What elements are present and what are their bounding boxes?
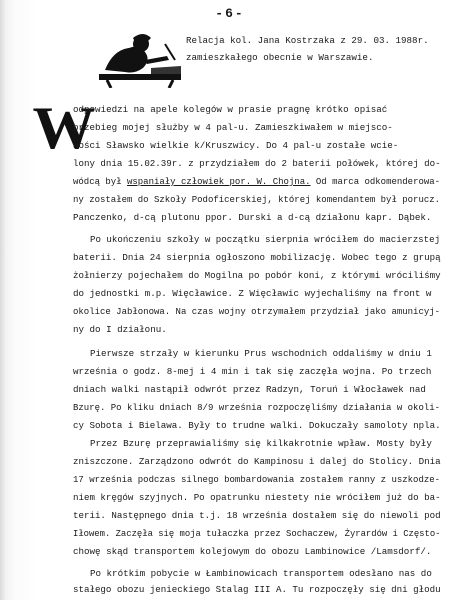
drop-cap: W (32, 95, 96, 161)
body-line: ny do I działonu. (73, 324, 167, 335)
body-line: Bzurę. Po kliku dniach 8/9 września rozpoczęliśmy działania w okoli- (73, 402, 441, 413)
body-line: do jednostki m.p. Więcławice. Z Więcławic wyjechaliśmy na front w (73, 288, 432, 299)
body-line: wości Sławsko wielkie k/Kruszwicy. Do 4 pal-u zostałe wcie- (73, 140, 399, 151)
body-line: cy Sobota i Bielawa. Były to trudne walki. Dokuczały samoloty npla. (73, 420, 441, 431)
body-line: żołnierzy pojechałem do Mogilna po pobór koni, z którymi wróciliśmy (73, 270, 441, 281)
body-line: Przez Bzurę przeprawialiśmy się kilkakrotnie wpław. Mosty były (90, 438, 432, 449)
body-line: odpowiedzi na apele kolegów w prasie pragnę krótko opisać (73, 104, 388, 115)
body-line: wódcą był wspaniały człowiek por. W. Chojna. Od marca odkomenderowa- (73, 176, 441, 187)
body-line: lony dnia 15.02.39r. z przydziałem do 2 baterii połówek, której do- (73, 158, 441, 169)
body-line: września o godz. 8-mej i 4 min i tak się zaczęła wojna. Po trzech (73, 366, 432, 377)
header-line-2: zamieszkałego obecnie w Warszawie. (186, 52, 374, 63)
body-line: Po ukończeniu szkoły w początku sierpnia wróciłem do macierzstej (90, 234, 441, 245)
body-line: chowę skąd transportem kolejowym do obozu Lambinowice /Lamsdorf/. (73, 546, 432, 557)
body-line: niem kręgów szyjnych. Po opatrunku niestety nie wróciłem już do ba- (73, 492, 441, 503)
header-line-1: Relacja kol. Jana Kostrzaka z 29. 03. 1988r. (186, 35, 429, 46)
page-number: -6- (215, 6, 245, 21)
body-line: Iłowem. Zaczęła się moja tułaczka przez Sochaczew, Żyrardów i Często- (73, 528, 441, 539)
writer-vignette-icon (95, 30, 185, 88)
body-line: stałego obozu jenieckiego Stalag III A. Tu rozpoczęły się dni głodu (73, 584, 441, 595)
body-line: okolice Jabłonowa. Na czas wojny otrzymałem przydział jako amunicyj- (73, 306, 441, 317)
body-line: przebieg mojej służby w 4 pal-u. Zamieszkiwałem w miejsco- (73, 122, 393, 133)
body-line: zniszczone. Zarządzono odwrót do Kampinosu i dalej do Stolicy. Dnia (73, 456, 441, 467)
body-line: ny zostałem do Szkoły Podoficerskiej, której komendantem był porucz. (73, 194, 441, 205)
body-line: dniach walki nastąpił odwrót przez Radzyn, Toruń i Włocławek nad (73, 384, 426, 395)
body-line: Panczenko, d-cą plutonu ppor. Durski a d-cą działonu kapr. Dąbek. (73, 212, 432, 223)
body-line: terii. Następnego dnia t.j. 18 września dostałem się do niewoli pod (73, 510, 441, 521)
body-line: baterii. Dnia 24 sierpnia ogłoszono mobilizację. Wobec tego z grupą (73, 252, 441, 263)
body-line: Po krótkim pobycie w Łambinowicach transportem odesłano nas do (90, 568, 432, 579)
body-line: Pierwsze strzały w kierunku Prus wschodnich oddaliśmy w dniu 1 (90, 348, 432, 359)
body-line: 17 września podczas silnego bombardowania zostałem ranny z uszkodze- (73, 474, 441, 485)
